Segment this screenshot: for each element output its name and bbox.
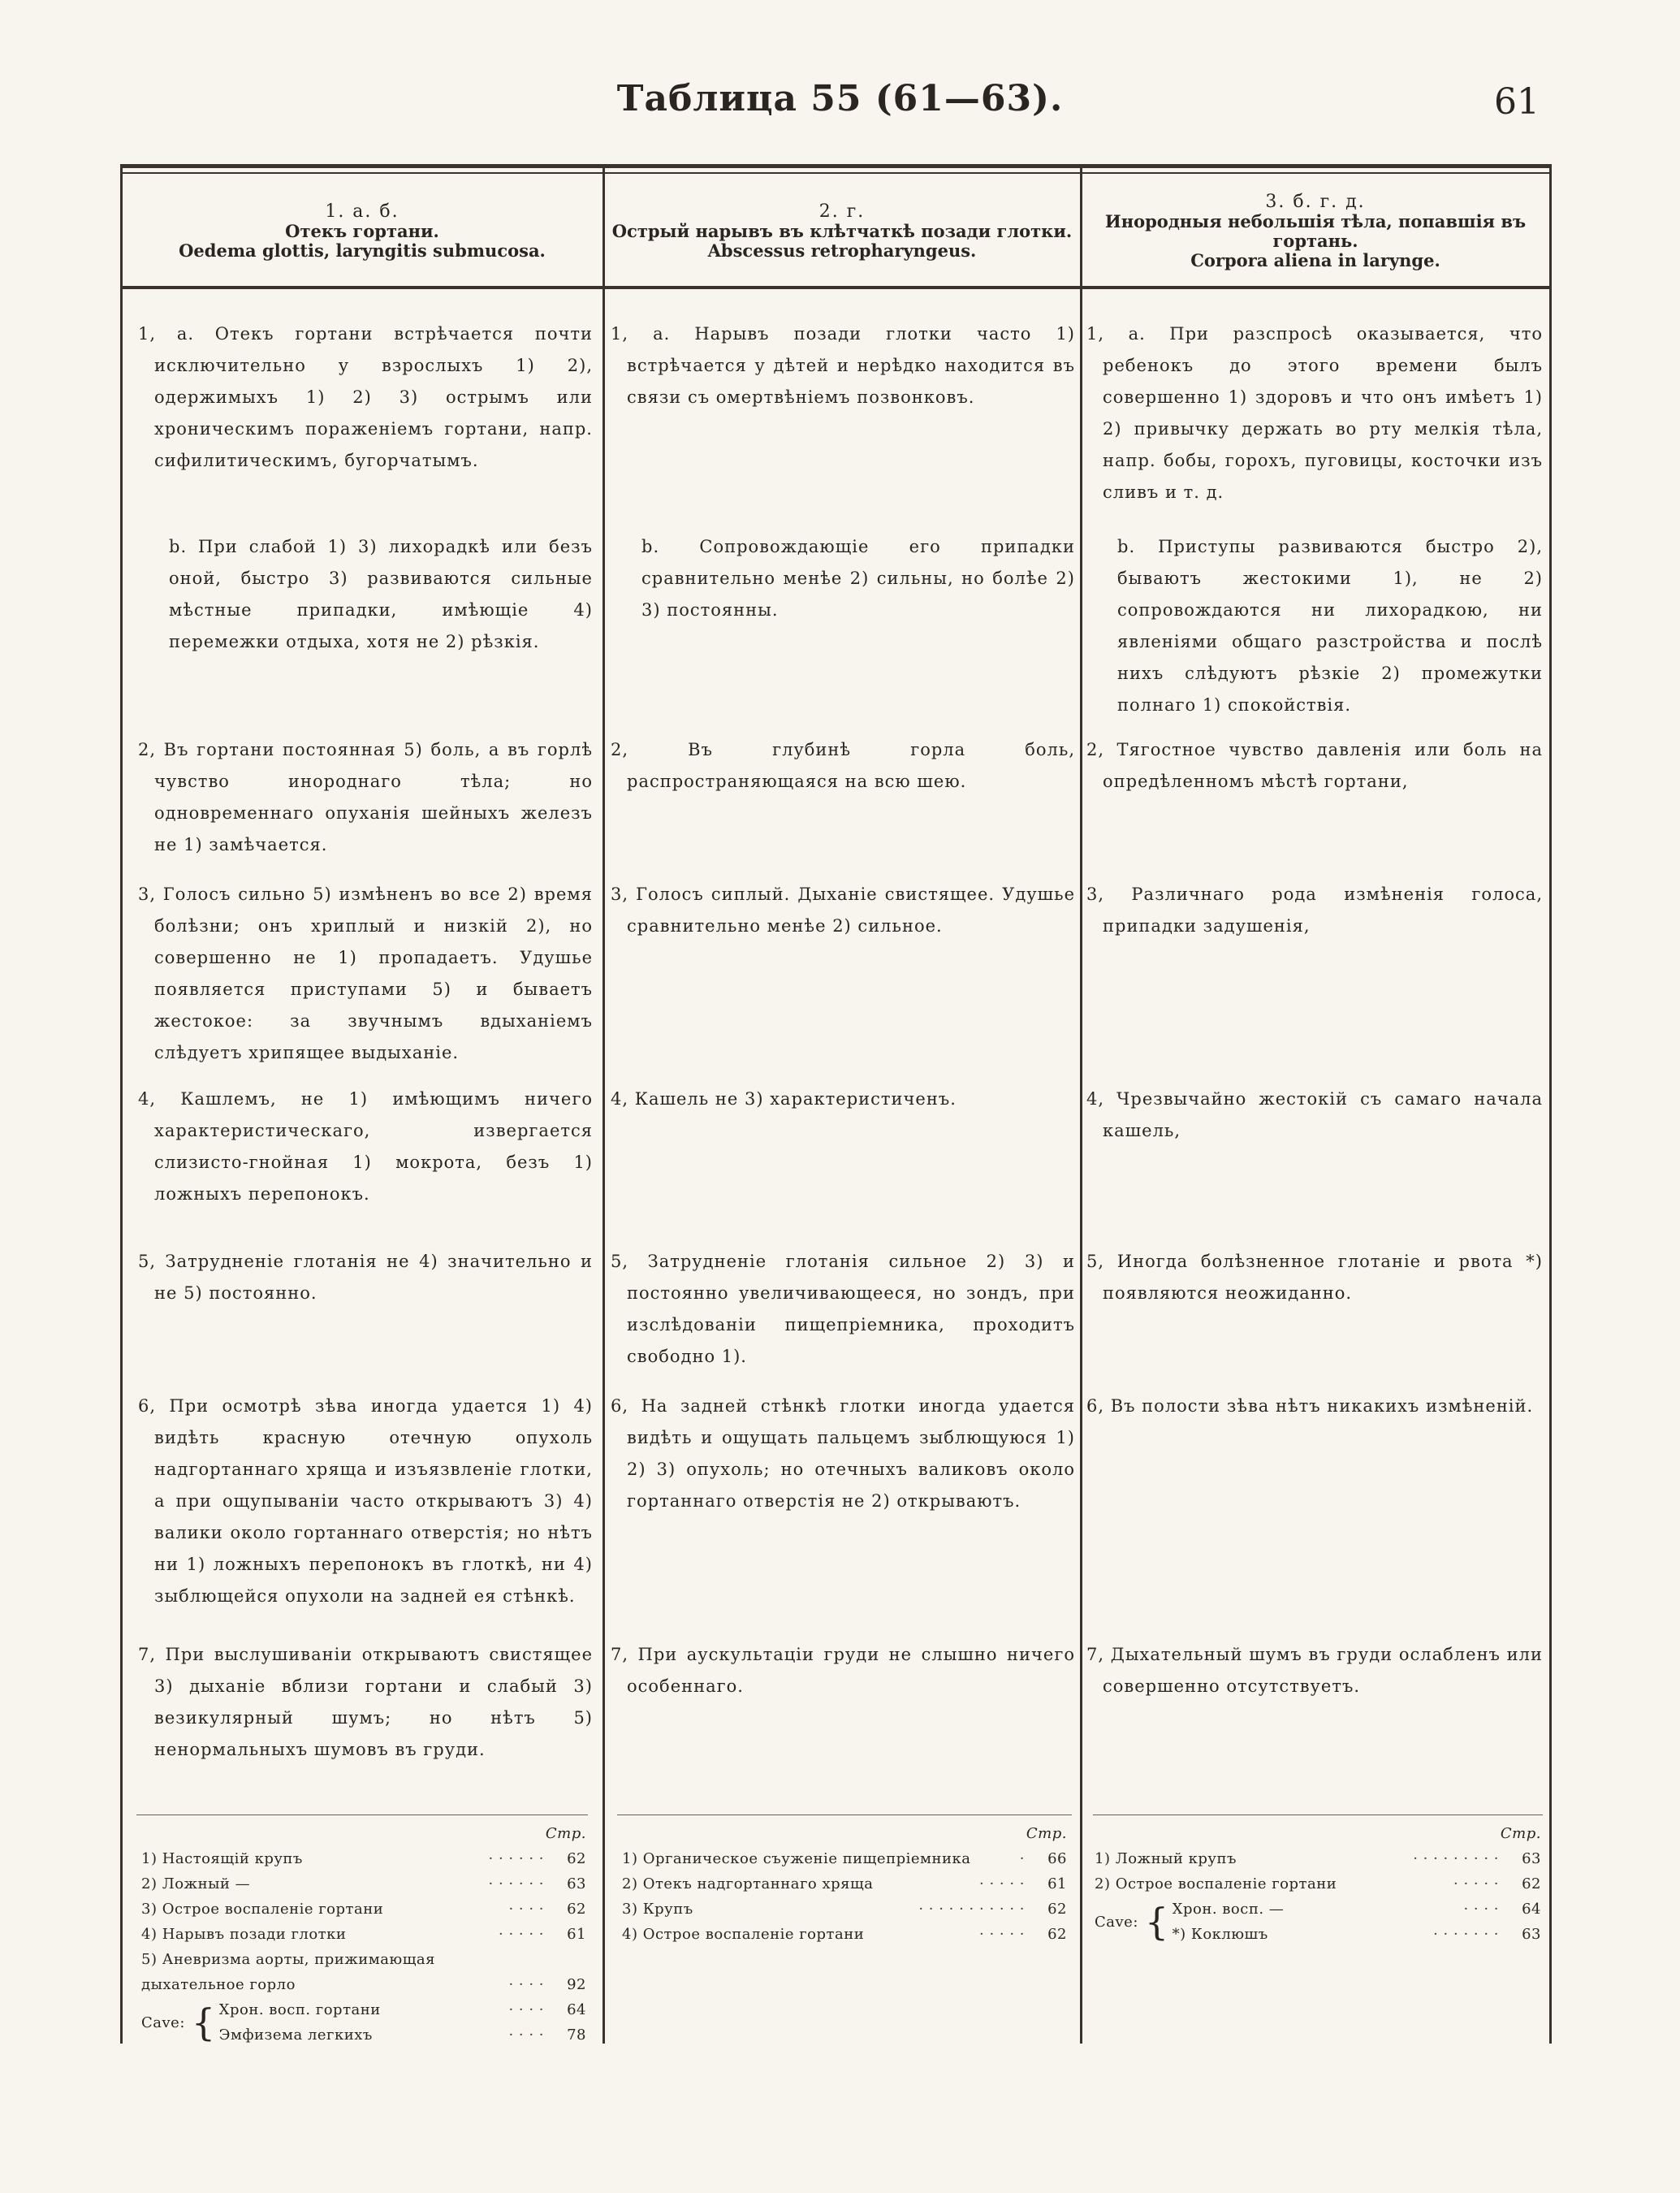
column-title-la: Abscessus retropharyngeus. [707,240,977,261]
brace-icon: { [191,2001,216,2044]
footnote-item: 3) Острое воспаленіе гортани · · · · 62 [141,1901,586,1918]
column-title-ru: Острый нарывъ въ клѣтчаткѣ позади глотки. [611,221,1073,241]
column-rule [1549,164,1552,2044]
table-cell: 6, При осмотрѣ зѣва иногда удается 1) 4) видѣть красную отечную опухоль надгортаннаго хряща и изъязвленіе глотки, а при ощупываніи часто открываютъ 3) 4) валики около гортаннаго отверстія; но нѣтъ ни 1) ложныхъ перепонокъ въ глоткѣ, ни 4) зыблющейся опухоли на задней ея стѣнкѣ. [138,1396,593,1606]
table-cell: 2, Въ глубинѣ горла боль, распространяющаяся на всю шею. [611,740,1075,791]
cave-block [141,1997,586,2048]
table-cell: 6, На задней стѣнкѣ глотки иногда удается видѣть и ощущать пальцемъ зыблющуюся 1) 2) 3) опухоль; но отечныхъ валиковъ около гортаннаго отверстія не 2) открываютъ. [611,1396,1075,1511]
footnote-item: 1) Органическое съуженіе пищепріемника · 66 [622,1850,1067,1867]
column-title-ru: Отекъ гортани. [285,221,439,241]
footnote-item: 1) Ложный крупъ · · · · · · · · · 63 [1095,1850,1541,1867]
table-cell: b. При слабой 1) 3) лихорадкѣ или безъ оной, быстро 3) развиваются сильные мѣстные припадки, имѣющіе 4) перемежки отдыха, хотя не 2) рѣзкія. [169,537,593,651]
column-title-la: Corpora aliena in larynge. [1190,250,1440,270]
table-cell: 7, Дыхательный шумъ въ груди ослабленъ или совершенно отсутствуетъ. [1086,1645,1543,1696]
table-cell: 5, Затрудненіе глотанія сильное 2) 3) и постоянно увеличивающееся, но зондъ, при изслѣдованіи пищепріемника, проходитъ свободно 1). [611,1252,1075,1366]
page-title: Таблица 55 (61—63). [616,78,1064,119]
footnote-item: 2) Отекъ надгортаннаго хряща · · · · · 61 [622,1875,1067,1892]
column-header-3 [1085,177,1546,286]
table-cell: 5, Затрудненіе глотанія не 4) значительно и не 5) постоянно. [138,1252,593,1303]
table-cell: b. Приступы развиваются быстро 2), бываютъ жестокими 1), не 2) сопровождаются ни лихорадкою, ни явленіями общаго разстройства и послѣ нихъ слѣдуютъ рѣзкіе 2) промежутки полнаго 1) спокойствія. [1117,537,1543,715]
cave-item: *) Коклюшъ · · · · · · · 63 [1172,1926,1541,1943]
footnote-page-header: Стр. [1026,1825,1067,1842]
footnote-item: 2) Ложный — · · · · · · 63 [141,1875,586,1892]
cave-block [1095,1897,1541,1947]
column-title-ru: Инородныя небольшія тѣла, попавшія въ гортань. [1104,211,1527,251]
table-cell: 7, При выслушиваніи открываютъ свистящее 3) дыханіе вблизи гортани и слабый 3) везикулярный шумъ; но нѣтъ 5) ненормальныхъ шумовъ въ груди. [138,1645,593,1759]
footnote-item: 5) Аневризма аорты, прижимающая дыхательное горло · · · · 92 [141,1951,586,1993]
footnotes-col1 [141,1821,586,2048]
table-cell: 4, Чрезвычайно жестокій съ самаго начала кашель, [1086,1089,1543,1140]
footnote-page-header: Стр. [1500,1825,1541,1842]
table-cell: 7, При аускультаціи груди не слышно ничего особеннаго. [611,1645,1075,1696]
footnote-page-header: Стр. [545,1825,586,1842]
table-cell: 6, Въ полости зѣва нѣтъ никакихъ измѣненій. [1086,1396,1534,1416]
table-cell: 3, Различнаго рода измѣненія голоса, припадки задушенія, [1086,885,1543,936]
table-cell: 3, Голосъ сильно 5) измѣненъ во все 2) время болѣзни; онъ хриплый и низкій 2), но совершенно не 1) пропадаетъ. Удушье появляется приступами 5) и бываетъ жестокое: за звучнымъ вдыханіемъ слѣдуетъ хрипящее выдыханіе. [138,885,593,1062]
header-rule [120,286,1551,289]
footnotes-col3 [1095,1821,1541,1947]
table-cell: 1, а. Отекъ гортани встрѣчается почти исключительно у взрослыхъ 1) 2), одержимыхъ 1) 2) 3) острымъ или хроническимъ пораженіемъ гортани, напр. сифилитическимъ, бугорчатымъ. [138,324,593,470]
table-cell: 4, Кашель не 3) характеристиченъ. [611,1089,957,1109]
column-number: 1. а. б. [325,201,399,222]
column-header-2 [607,177,1077,286]
cave-label: Cave: [1095,1913,1138,1931]
column-title-la: Oedema glottis, laryngitis submucosa. [179,240,546,261]
column-rule [602,164,605,2044]
column-rule [1080,164,1082,2044]
column-rule [120,164,123,2044]
footnote-item: 3) Крупъ · · · · · · · · · · · 62 [622,1901,1067,1918]
table-cell: 2, Тягостное чувство давленія или боль на опредѣленномъ мѣстѣ гортани, [1086,740,1543,791]
brace-icon: { [1144,1900,1169,1944]
comparison-table [120,164,1551,2044]
table-top-rule [120,164,1551,168]
cave-item: Хрон. восп. гортани · · · · 64 [218,2001,586,2018]
table-cell: 2, Въ гортани постоянная 5) боль, а въ горлѣ чувство инороднаго тѣла; но одновременнаго опуханія шейныхъ железъ не 1) замѣчается. [138,740,593,854]
footnote-item: 1) Настоящій крупъ · · · · · · 62 [141,1850,586,1867]
column-number: 3. б. г. д. [1265,192,1366,212]
footnotes-col2 [622,1821,1067,1947]
table-top-rule-thin [120,172,1551,174]
footnote-item: 2) Острое воспаленіе гортани · · · · · 62 [1095,1875,1541,1892]
column-number: 2. г. [818,201,866,222]
cave-item: Хрон. восп. — · · · · 64 [1172,1901,1541,1918]
cave-item: Эмфизема легкихъ · · · · 78 [218,2026,586,2044]
cave-label: Cave: [141,2013,185,2031]
column-header-1 [125,177,599,286]
table-cell: b. Сопровождающіе его припадки сравнительно менѣе 2) сильны, но болѣе 2) 3) постоянны. [641,537,1075,620]
page-number: 61 [1494,81,1540,123]
table-cell: 1, а. Нарывъ позади глотки часто 1) встрѣчается у дѣтей и нерѣдко находится въ связи съ омертвѣніемъ позвонковъ. [611,324,1075,407]
table-cell: 3, Голосъ сиплый. Дыханіе свистящее. Удушье сравнительно менѣе 2) сильное. [611,885,1075,936]
footnote-item: 4) Нарывъ позади глотки · · · · · 61 [141,1926,586,1943]
table-cell: 4, Кашлемъ, не 1) имѣющимъ ничего характеристическаго, извергается слизисто-гнойная 1) мокрота, безъ 1) ложныхъ перепонокъ. [138,1089,593,1204]
table-cell: 1, а. При разспросѣ оказывается, что ребенокъ до этого времени былъ совершенно 1) здоровъ и что онъ имѣетъ 1) 2) привычку держать во рту мелкія тѣла, напр. бобы, горохъ, пуговицы, косточки изъ сливъ и т. д. [1086,324,1543,502]
table-cell: 5, Иногда болѣзненное глотаніе и рвота *) появляются неожиданно. [1086,1252,1543,1303]
footnote-item: 4) Острое воспаленіе гортани · · · · · 62 [622,1926,1067,1943]
